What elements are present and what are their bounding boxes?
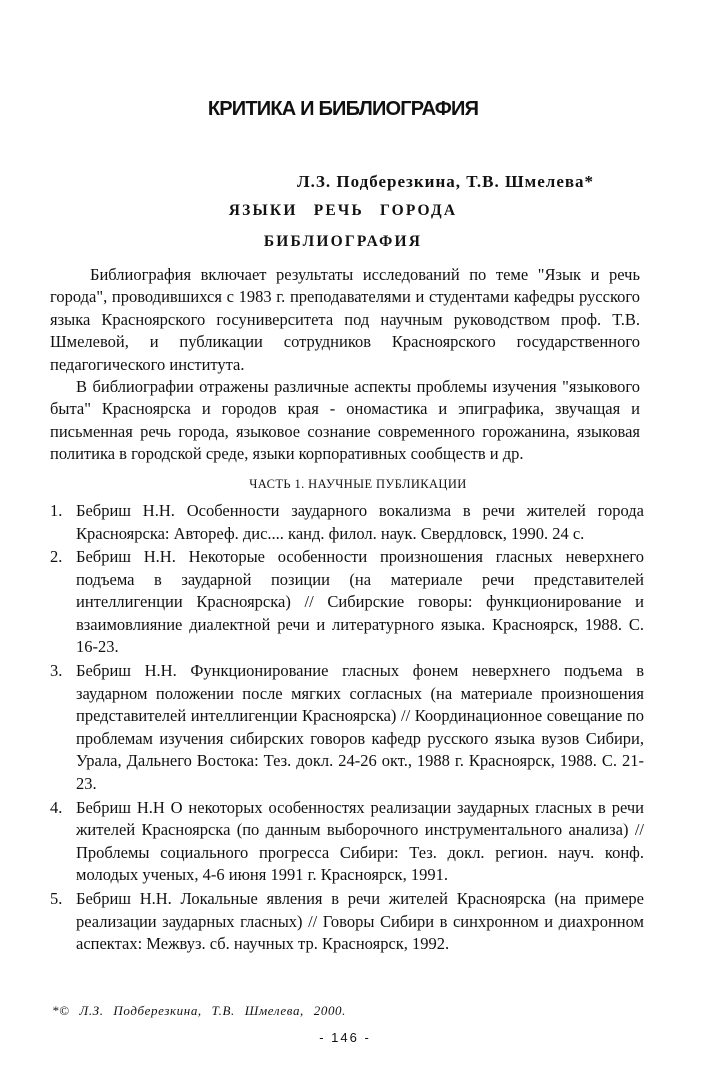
copyright-footnote: *© Л.З. Подберезкина, Т.В. Шмелева, 2000. xyxy=(52,1003,346,1018)
entry-number: 2. xyxy=(50,547,63,567)
bibliography-list xyxy=(50,500,644,957)
bibliography-entry xyxy=(50,546,644,659)
bibliography-entry xyxy=(50,500,644,545)
page-number: - 146 - xyxy=(319,1030,371,1045)
intro-paragraph: Библиография включает результаты исследований по теме "Язык и речь города", проводившихся с 1983 г. преподавателями и студентами кафедры русского языка Красноярского госуниверситета под научным руководством проф. Т.В. Шмелевой, и публикации сотрудников Красноярского государственного педагогического института. xyxy=(50,265,640,374)
article-subtitle: БИБЛИОГРАФИЯ xyxy=(263,233,423,250)
bibliography-entry xyxy=(50,797,644,887)
entry-text: Бебриш Н.Н. Локальные явления в речи жителей Красноярска (на примере реализации заударных гласных) // Говоры Сибири в синхронном и диахронном аспектах: Межвуз. сб. научных тр. Красноярск, 1992. xyxy=(76,889,644,954)
entry-number: 5. xyxy=(50,889,63,909)
entry-number: 4. xyxy=(50,797,63,817)
entry-number: 1. xyxy=(50,501,63,520)
article-title: ЯЗЫКИ РЕЧЬ ГОРОДА xyxy=(228,202,458,219)
entry-text: Бебриш Н.Н. Некоторые особенности произношения гласных неверхнего подъема в заударной позиции (на материале речи представителей интеллигенции Красноярска) // Сибирские говоры: функционирование и взаимовлияние диалектной речи и литературного языка. Красноярск, 1988. С. 16-23. xyxy=(76,547,644,657)
entry-number: 3. xyxy=(50,661,63,681)
entry-text: Бебриш Н.Н О некоторых особенностях реализации заударных гласных в речи жителей Красноярска (по данным выборочного инструментального анализа) // Проблемы социального прогресса Сибири: Тез. докл. регион. науч. конф. молодых ученых, 4-6 июня 1991 г. Красноярск, 1991. xyxy=(76,797,644,885)
intro-paragraph: В библиографии отражены различные аспекты проблемы изучения "языкового быта" Красноярска и городов края - ономастика и эпиграфика, звучащая и письменная речь города, языковое сознание современного горожанина, языковая политика в городской среде, языки корпоративных сообществ и др. xyxy=(50,377,640,464)
section-title: КРИТИКА И БИБЛИОГРАФИЯ xyxy=(207,98,479,120)
bibliography-entry xyxy=(50,888,644,956)
part-heading: ЧАСТЬ 1. НАУЧНЫЕ ПУБЛИКАЦИИ xyxy=(249,477,467,491)
entry-text: Бебриш Н.Н. Функционирование гласных фонем неверхнего подъема в заударном положении после мягких согласных (на материале произношения представителей интеллигенции Красноярска) // Координационное совещание по проблемам изучения сибирских говоров кафедр русского языка вузов Сибири, Урала, Дальнего Востока: Тез. докл. 24-26 окт., 1988 г. Красноярск, 1988. С. 21-23. xyxy=(76,661,644,793)
bibliography-entry xyxy=(50,660,644,795)
entry-text: Бебриш Н.Н. Особенности заударного вокализма в речи жителей города Красноярска: Автореф. дис.... канд. филол. наук. Свердловск, 1990. 24 с. xyxy=(76,501,644,543)
intro-text xyxy=(50,264,640,466)
article-authors: Л.З. Подберезкина, Т.В. Шмелева* xyxy=(297,172,595,191)
